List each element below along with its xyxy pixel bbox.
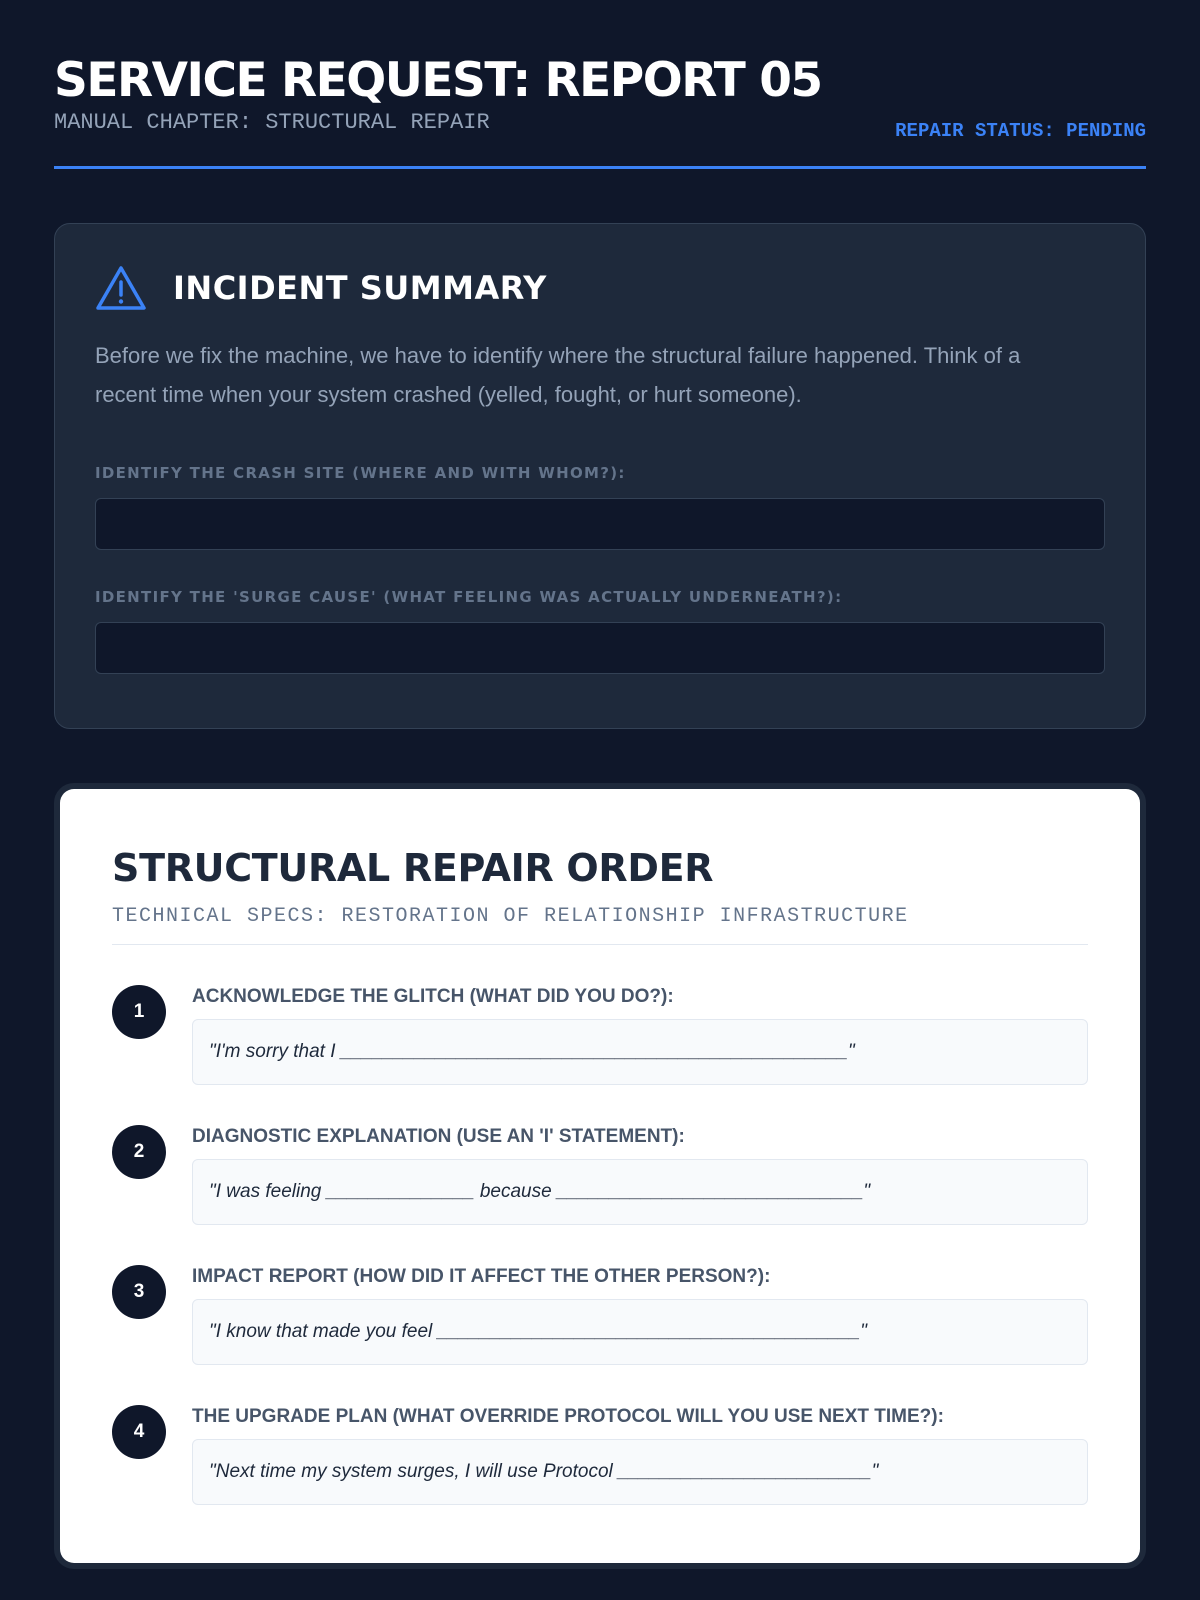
report-header [54,54,1146,169]
step-response-field[interactable]: "I'm sorry that I ________________________________________________" [192,1019,1088,1085]
repair-step-2 [112,1125,1088,1225]
step-number-badge: 3 [112,1265,166,1319]
repair-order-card [60,789,1140,1563]
incident-title: INCIDENT SUMMARY [173,269,547,307]
page-subtitle: MANUAL CHAPTER: STRUCTURAL REPAIR [54,110,490,135]
step-label: ACKNOWLEDGE THE GLITCH (WHAT DID YOU DO?): [192,986,674,1007]
surge-cause-input[interactable] [95,622,1105,674]
step-number-badge: 4 [112,1405,166,1459]
step-label: THE UPGRADE PLAN (WHAT OVERRIDE PROTOCOL WILL YOU USE NEXT TIME?): [192,1406,944,1427]
step-number-badge: 2 [112,1125,166,1179]
incident-header [95,264,1105,312]
repair-order-title: STRUCTURAL REPAIR ORDER [112,846,714,890]
status-badge: REPAIR STATUS: PENDING [895,120,1146,142]
repair-order-subtitle: TECHNICAL SPECS: RESTORATION OF RELATIONSHIP INFRASTRUCTURE [112,905,1088,945]
step-number-badge: 1 [112,985,166,1039]
repair-step-4 [112,1405,1088,1505]
repair-order-frame [54,783,1146,1569]
page-title: SERVICE REQUEST: REPORT 05 [54,53,822,108]
step-label: IMPACT REPORT (HOW DID IT AFFECT THE OTHER PERSON?): [192,1266,771,1287]
step-response-field[interactable]: "I know that made you feel ________________________________________" [192,1299,1088,1365]
incident-description: Before we fix the machine, we have to identify where the structural failure happened. Think of a recent time when your system crashed (yelled, fought, or hurt someone). [95,343,1021,407]
warning-triangle-icon [95,264,147,312]
step-response-field[interactable]: "Next time my system surges, I will use Protocol ________________________" [192,1439,1088,1505]
incident-summary-card [54,223,1146,729]
step-response-field[interactable]: "I was feeling ______________ because _____________________________" [192,1159,1088,1225]
repair-steps [112,985,1088,1505]
repair-step-3 [112,1265,1088,1365]
crash-site-label: IDENTIFY THE CRASH SITE (WHERE AND WITH WHOM?): [95,464,626,482]
step-label: DIAGNOSTIC EXPLANATION (USE AN 'I' STATEMENT): [192,1126,685,1147]
crash-site-input[interactable] [95,498,1105,550]
surge-cause-label: IDENTIFY THE 'SURGE CAUSE' (WHAT FEELING WAS ACTUALLY UNDERNEATH?): [95,588,843,606]
repair-step-1 [112,985,1088,1085]
